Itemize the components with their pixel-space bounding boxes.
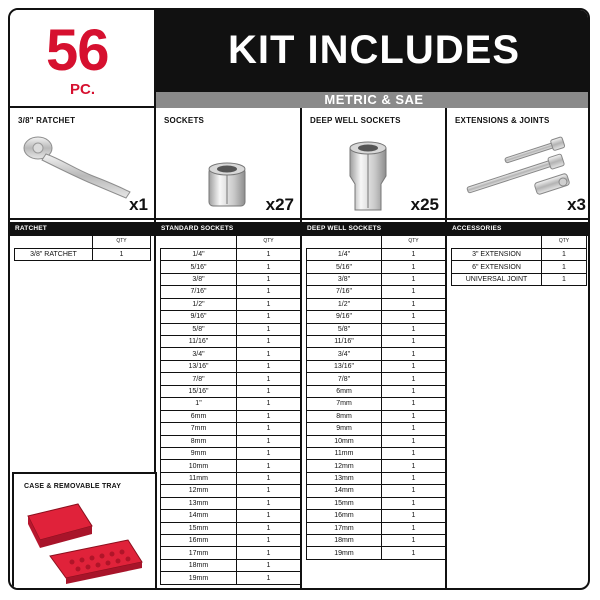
item-size: 13/16" [161, 360, 237, 372]
table-row [307, 485, 446, 497]
table-row [161, 535, 301, 547]
item-size: 9/16" [307, 311, 382, 323]
table-row [161, 423, 301, 435]
item-size: 8mm [161, 435, 237, 447]
table-row [161, 248, 301, 260]
item-size: 12mm [307, 460, 382, 472]
standard-sockets-table [160, 236, 301, 585]
item-size: 3/4" [161, 348, 237, 360]
table-row [161, 311, 301, 323]
item-size: 7mm [161, 423, 237, 435]
product-ratchet [10, 108, 156, 220]
product-qty: x3 [567, 195, 586, 214]
item-size: 7/16" [307, 286, 382, 298]
product-qty: x1 [129, 195, 148, 214]
item-size: 1/4" [161, 248, 237, 260]
item-qty: 1 [237, 410, 301, 422]
product-label: DEEP WELL SOCKETS [310, 116, 401, 125]
item-qty: 1 [382, 248, 446, 260]
product-qty: x27 [265, 195, 294, 214]
table-row [307, 348, 446, 360]
piece-count-unit: PC. [70, 81, 96, 98]
table-row [307, 311, 446, 323]
table-row [307, 460, 446, 472]
table-row [307, 398, 446, 410]
item-size: 6" EXTENSION [452, 261, 542, 273]
item-size: 9/16" [161, 311, 237, 323]
item-size: 18mm [307, 535, 382, 547]
item-size: 5/8" [307, 323, 382, 335]
product-label: SOCKETS [164, 116, 205, 125]
item-size: UNIVERSAL JOINT [452, 273, 542, 285]
item-qty: 1 [237, 423, 301, 435]
item-qty: 1 [382, 311, 446, 323]
item-qty: 1 [382, 385, 446, 397]
item-qty: 1 [237, 497, 301, 509]
item-qty: 1 [237, 348, 301, 360]
item-size: 15mm [307, 497, 382, 509]
item-qty: 1 [237, 360, 301, 372]
item-size: 1/2" [161, 298, 237, 310]
deep-table-title: DEEP WELL SOCKETS [302, 222, 445, 236]
table-row [161, 336, 301, 348]
item-qty: 1 [237, 485, 301, 497]
item-qty: 1 [237, 311, 301, 323]
table-row [452, 248, 587, 260]
subtitle-banner [156, 92, 590, 108]
item-qty: 1 [237, 572, 301, 584]
table-row [307, 360, 446, 372]
product-extensions [447, 108, 590, 220]
piece-count-badge [10, 10, 156, 108]
item-qty: 1 [382, 410, 446, 422]
page-subtitle: METRIC & SAE [324, 92, 424, 107]
item-size: 16mm [161, 535, 237, 547]
table-row [161, 286, 301, 298]
title-banner [156, 10, 590, 92]
table-row [161, 497, 301, 509]
table-row [161, 435, 301, 447]
item-size: 8mm [307, 410, 382, 422]
item-qty: 1 [237, 535, 301, 547]
item-size: 11/16" [161, 336, 237, 348]
item-qty: 1 [382, 360, 446, 372]
item-size: 3/8" [161, 273, 237, 285]
item-size: 13/16" [307, 360, 382, 372]
item-qty: 1 [382, 398, 446, 410]
item-size: 11mm [307, 447, 382, 459]
item-size: 3/4" [307, 348, 382, 360]
table-row [307, 510, 446, 522]
item-size: 11/16" [307, 336, 382, 348]
item-size: 18mm [161, 559, 237, 571]
item-size: 14mm [307, 485, 382, 497]
table-row [15, 248, 151, 260]
item-size: 5/16" [307, 261, 382, 273]
item-size: 7/8" [161, 373, 237, 385]
item-size: 5/8" [161, 323, 237, 335]
standard-table-title: STANDARD SOCKETS [156, 222, 300, 236]
table-row [161, 522, 301, 534]
item-size: 9mm [307, 423, 382, 435]
item-qty: 1 [542, 273, 587, 285]
item-size: 1/4" [307, 248, 382, 260]
table-row [161, 298, 301, 310]
qty-header: QTY [93, 236, 151, 248]
item-size: 19mm [161, 572, 237, 584]
item-qty: 1 [237, 373, 301, 385]
table-row [161, 460, 301, 472]
table-row [161, 485, 301, 497]
item-size: 14mm [161, 510, 237, 522]
product-qty: x25 [410, 195, 439, 214]
qty-header: QTY [382, 236, 446, 248]
item-qty: 1 [382, 373, 446, 385]
item-qty: 1 [382, 535, 446, 547]
item-size: 1" [161, 398, 237, 410]
table-row [307, 373, 446, 385]
table-row [307, 535, 446, 547]
product-label: EXTENSIONS & JOINTS [455, 116, 550, 125]
accessories-table [451, 236, 587, 286]
item-qty: 1 [382, 547, 446, 559]
table-row [161, 373, 301, 385]
item-qty: 1 [237, 336, 301, 348]
item-qty: 1 [382, 348, 446, 360]
item-qty: 1 [382, 423, 446, 435]
item-qty: 1 [237, 447, 301, 459]
item-qty: 1 [382, 286, 446, 298]
item-qty: 1 [237, 435, 301, 447]
table-row [307, 248, 446, 260]
item-qty: 1 [237, 298, 301, 310]
item-qty: 1 [382, 497, 446, 509]
item-size: 15/16" [161, 385, 237, 397]
item-qty: 1 [237, 248, 301, 260]
item-qty: 1 [237, 559, 301, 571]
table-row [307, 522, 446, 534]
item-size: 7/16" [161, 286, 237, 298]
table-row [161, 547, 301, 559]
table-row [161, 360, 301, 372]
item-qty: 1 [382, 522, 446, 534]
item-qty: 1 [382, 336, 446, 348]
deep-sockets-table [306, 236, 446, 560]
item-size: 13mm [161, 497, 237, 509]
item-qty: 1 [542, 248, 587, 260]
table-row [161, 447, 301, 459]
table-row [161, 410, 301, 422]
table-row [307, 472, 446, 484]
item-qty: 1 [237, 460, 301, 472]
item-size: 19mm [307, 547, 382, 559]
item-qty: 1 [237, 261, 301, 273]
table-row [307, 410, 446, 422]
table-row [307, 336, 446, 348]
item-size: 16mm [307, 510, 382, 522]
table-row [307, 298, 446, 310]
table-row [307, 273, 446, 285]
column-divider [154, 220, 156, 472]
item-qty: 1 [382, 460, 446, 472]
page-title: KIT INCLUDES [228, 28, 520, 72]
case-tray-icon [20, 496, 150, 588]
item-size: 3/8" [307, 273, 382, 285]
kit-panel [8, 8, 590, 590]
item-qty: 1 [93, 248, 151, 260]
ratchet-table [14, 236, 151, 261]
case-label: CASE & REMOVABLE TRAY [24, 483, 122, 490]
item-qty: 1 [237, 385, 301, 397]
item-qty: 1 [382, 472, 446, 484]
table-row [307, 423, 446, 435]
item-size: 17mm [307, 522, 382, 534]
item-qty: 1 [382, 323, 446, 335]
item-qty: 1 [382, 261, 446, 273]
item-size: 7mm [307, 398, 382, 410]
table-row [161, 398, 301, 410]
table-row [307, 435, 446, 447]
item-size: 10mm [161, 460, 237, 472]
item-size: 13mm [307, 472, 382, 484]
item-qty: 1 [382, 435, 446, 447]
table-row [161, 323, 301, 335]
table-row [307, 261, 446, 273]
table-row [161, 559, 301, 571]
item-qty: 1 [382, 273, 446, 285]
item-size: 3" EXTENSION [452, 248, 542, 260]
item-size: 6mm [307, 385, 382, 397]
table-row [307, 447, 446, 459]
item-size: 5/16" [161, 261, 237, 273]
socket-icon [206, 160, 248, 210]
table-row [307, 497, 446, 509]
item-size: 6mm [161, 410, 237, 422]
qty-header: QTY [237, 236, 301, 248]
product-sockets [156, 108, 302, 220]
ratchet-table-title: RATCHET [10, 222, 154, 236]
accessories-table-title: ACCESSORIES [447, 222, 590, 236]
item-qty: 1 [382, 447, 446, 459]
deep-socket-icon [346, 138, 390, 214]
item-size: 12mm [161, 485, 237, 497]
table-row [307, 323, 446, 335]
item-size: 1/2" [307, 298, 382, 310]
item-qty: 1 [237, 472, 301, 484]
product-deep-sockets [302, 108, 447, 220]
item-qty: 1 [237, 286, 301, 298]
case-panel [12, 472, 157, 590]
table-row [307, 385, 446, 397]
item-qty: 1 [237, 273, 301, 285]
item-qty: 1 [237, 547, 301, 559]
item-size: 15mm [161, 522, 237, 534]
item-qty: 1 [237, 522, 301, 534]
table-row [161, 572, 301, 584]
item-qty: 1 [237, 323, 301, 335]
item-qty: 1 [237, 398, 301, 410]
table-row [161, 472, 301, 484]
table-row [161, 510, 301, 522]
table-row [161, 273, 301, 285]
item-size: 9mm [161, 447, 237, 459]
item-size: 3/8" RATCHET [15, 248, 93, 260]
extension-icon [453, 132, 587, 202]
item-size: 11mm [161, 472, 237, 484]
item-qty: 1 [382, 298, 446, 310]
item-qty: 1 [382, 485, 446, 497]
table-row [161, 348, 301, 360]
item-qty: 1 [237, 510, 301, 522]
table-row [307, 286, 446, 298]
table-row [161, 385, 301, 397]
table-row [452, 273, 587, 285]
item-size: 17mm [161, 547, 237, 559]
ratchet-icon [18, 130, 148, 200]
qty-header: QTY [542, 236, 587, 248]
item-size: 10mm [307, 435, 382, 447]
product-label: 3/8" RATCHET [18, 116, 76, 125]
item-qty: 1 [542, 261, 587, 273]
piece-count: 56 [46, 18, 109, 83]
table-row [161, 261, 301, 273]
item-qty: 1 [382, 510, 446, 522]
table-row [452, 261, 587, 273]
table-row [307, 547, 446, 559]
item-size: 7/8" [307, 373, 382, 385]
